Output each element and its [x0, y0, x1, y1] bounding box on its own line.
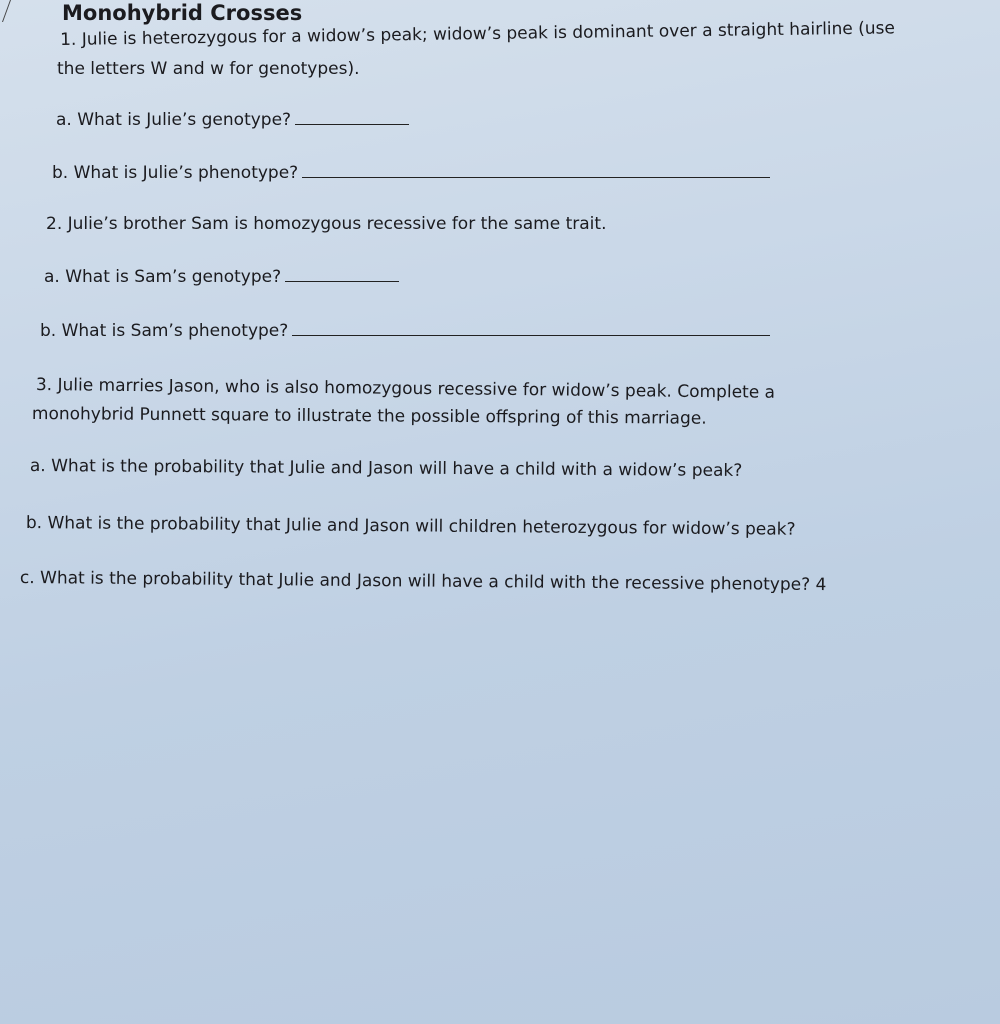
question-1-text-cont: the letters W and w for genotypes).	[57, 59, 360, 79]
question-3c-label: c. What is the probability that Julie and Jason will have a child with the recessive phenotype? 4	[19, 567, 827, 596]
question-3-text: 3. Julie marries Jason, who is also homozygous recessive for widow’s peak. Complete a	[35, 374, 776, 403]
question-2-text: 2. Julie’s brother Sam is homozygous recessive for the same trait.	[46, 214, 607, 234]
sam-genotype-blank[interactable]	[285, 265, 399, 282]
worksheet-title: Monohybrid Crosses	[62, 1, 303, 25]
sam-phenotype-blank[interactable]	[292, 319, 770, 336]
page-edge-mark	[2, 0, 21, 22]
julie-genotype-blank[interactable]	[295, 108, 409, 125]
question-3b-label: b. What is the probability that Julie and Jason will children heterozygous for widow’s peak?	[25, 512, 796, 540]
question-2a-label: a. What is Sam’s genotype?	[44, 267, 282, 287]
question-1-text: 1. Julie is heterozygous for a widow’s peak; widow’s peak is dominant over a straight hairline (use	[60, 18, 896, 50]
question-2b-label: b. What is Sam’s phenotype?	[40, 321, 289, 341]
question-3-text-cont: monohybrid Punnett square to illustrate the possible offspring of this marriage.	[31, 403, 707, 429]
julie-phenotype-blank[interactable]	[302, 161, 770, 178]
question-1a-label: a. What is Julie’s genotype?	[56, 110, 292, 130]
question-3a-label: a. What is the probability that Julie and Jason will have a child with a widow’s peak?	[29, 455, 743, 481]
question-1b-label: b. What is Julie’s phenotype?	[52, 163, 299, 183]
